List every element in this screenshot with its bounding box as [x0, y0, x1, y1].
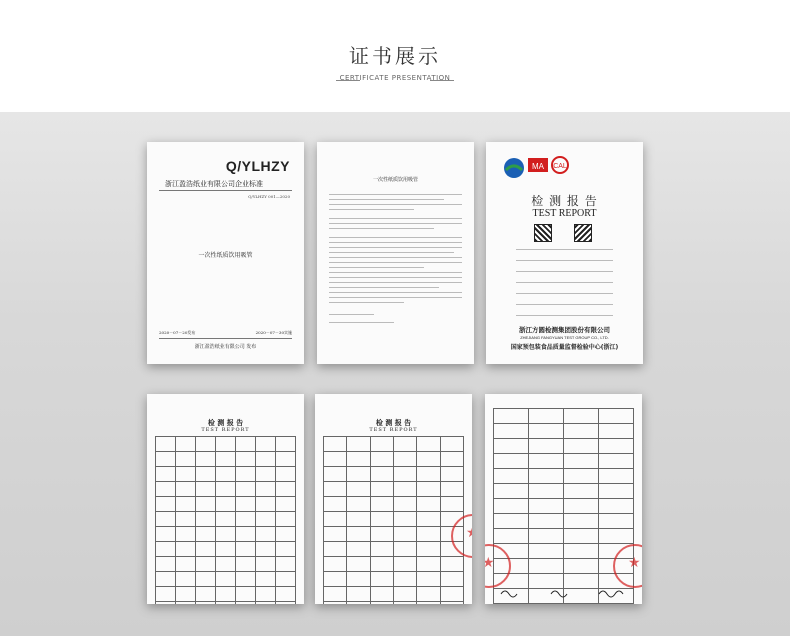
text-line	[329, 223, 462, 224]
text-line	[329, 237, 462, 238]
form-line	[516, 282, 613, 283]
divider	[159, 190, 292, 191]
text-line	[329, 242, 462, 243]
text-line	[329, 209, 414, 210]
company-standard-line: 浙江盈浩纸业有限公司企业标准	[165, 180, 263, 188]
text-line	[329, 262, 462, 263]
text-line	[329, 247, 462, 248]
form-line	[516, 271, 613, 272]
text-line	[329, 228, 434, 229]
form-line	[516, 304, 613, 305]
publish-date: 2020－07－20发布	[159, 330, 196, 335]
results-table	[155, 436, 296, 604]
qr-code-icon	[534, 224, 552, 242]
text-line	[329, 322, 394, 323]
divider	[159, 338, 292, 339]
report-title-cn: 检 测 报 告	[207, 419, 244, 427]
certificate-test-report-cover[interactable]	[486, 142, 643, 364]
form-line	[516, 260, 613, 261]
certificate-sampling-form[interactable]	[485, 394, 642, 604]
issuer: 浙江盈浩纸业有限公司 发布	[194, 344, 257, 350]
report-title-en: TEST REPORT	[369, 427, 418, 433]
report-title-cn: 检 测 报 告	[375, 419, 412, 427]
cma-logo-icon	[502, 154, 572, 182]
form-line	[516, 315, 613, 316]
text-line	[329, 218, 462, 219]
text-line	[329, 314, 374, 315]
report-title-cn: 检 测 报 告	[531, 194, 598, 208]
text-line	[329, 267, 424, 268]
certificate-test-report-page-1[interactable]	[147, 394, 304, 604]
subtitle-row	[0, 74, 790, 88]
text-line	[329, 277, 462, 278]
section-subtitle: CERTIFICATE PRESENTATION	[339, 74, 451, 82]
testing-company-cn: 浙江方圆检测集团股份有限公司	[519, 326, 610, 334]
product-name: 一次性纸质饮用吸管	[198, 252, 253, 259]
text-line	[329, 302, 404, 303]
page-heading: 一次性纸质饮用吸管	[372, 177, 418, 183]
text-line	[329, 297, 462, 298]
text-line	[329, 194, 462, 195]
text-line	[329, 257, 462, 258]
text-line	[329, 292, 462, 293]
standard-number: Q/YLHZY 001—2020	[248, 194, 290, 199]
standard-code: Q/YLHZY	[225, 158, 290, 174]
certificate-gallery	[0, 112, 790, 636]
form-table	[493, 408, 634, 604]
qr-code-icon	[574, 224, 592, 242]
certificate-test-report-page-2[interactable]	[315, 394, 472, 604]
page-header	[0, 0, 790, 112]
text-line	[329, 282, 462, 283]
form-line	[516, 249, 613, 250]
testing-company-en: ZHEJIANG FANGYUAN TEST GROUP CO., LTD.	[520, 335, 609, 340]
svg-text:CAL: CAL	[553, 163, 567, 170]
text-line	[329, 199, 444, 200]
form-line	[516, 293, 613, 294]
text-line	[329, 204, 462, 205]
text-line	[329, 252, 454, 253]
certificate-standard-page[interactable]	[317, 142, 474, 364]
implement-date: 2020－07－30实施	[255, 330, 292, 335]
section-title: 证书展示	[349, 44, 441, 68]
results-table	[323, 436, 464, 604]
inspection-center-cn: 国家预包装食品质量监督检验中心(浙江)	[510, 344, 619, 351]
svg-text:MA: MA	[532, 162, 544, 171]
signature-icon	[499, 586, 629, 598]
certificate-standard-cover[interactable]	[147, 142, 304, 364]
text-line	[329, 287, 439, 288]
report-title-en: TEST REPORT	[201, 427, 250, 433]
text-line	[329, 272, 462, 273]
report-title-en: TEST REPORT	[532, 208, 597, 219]
